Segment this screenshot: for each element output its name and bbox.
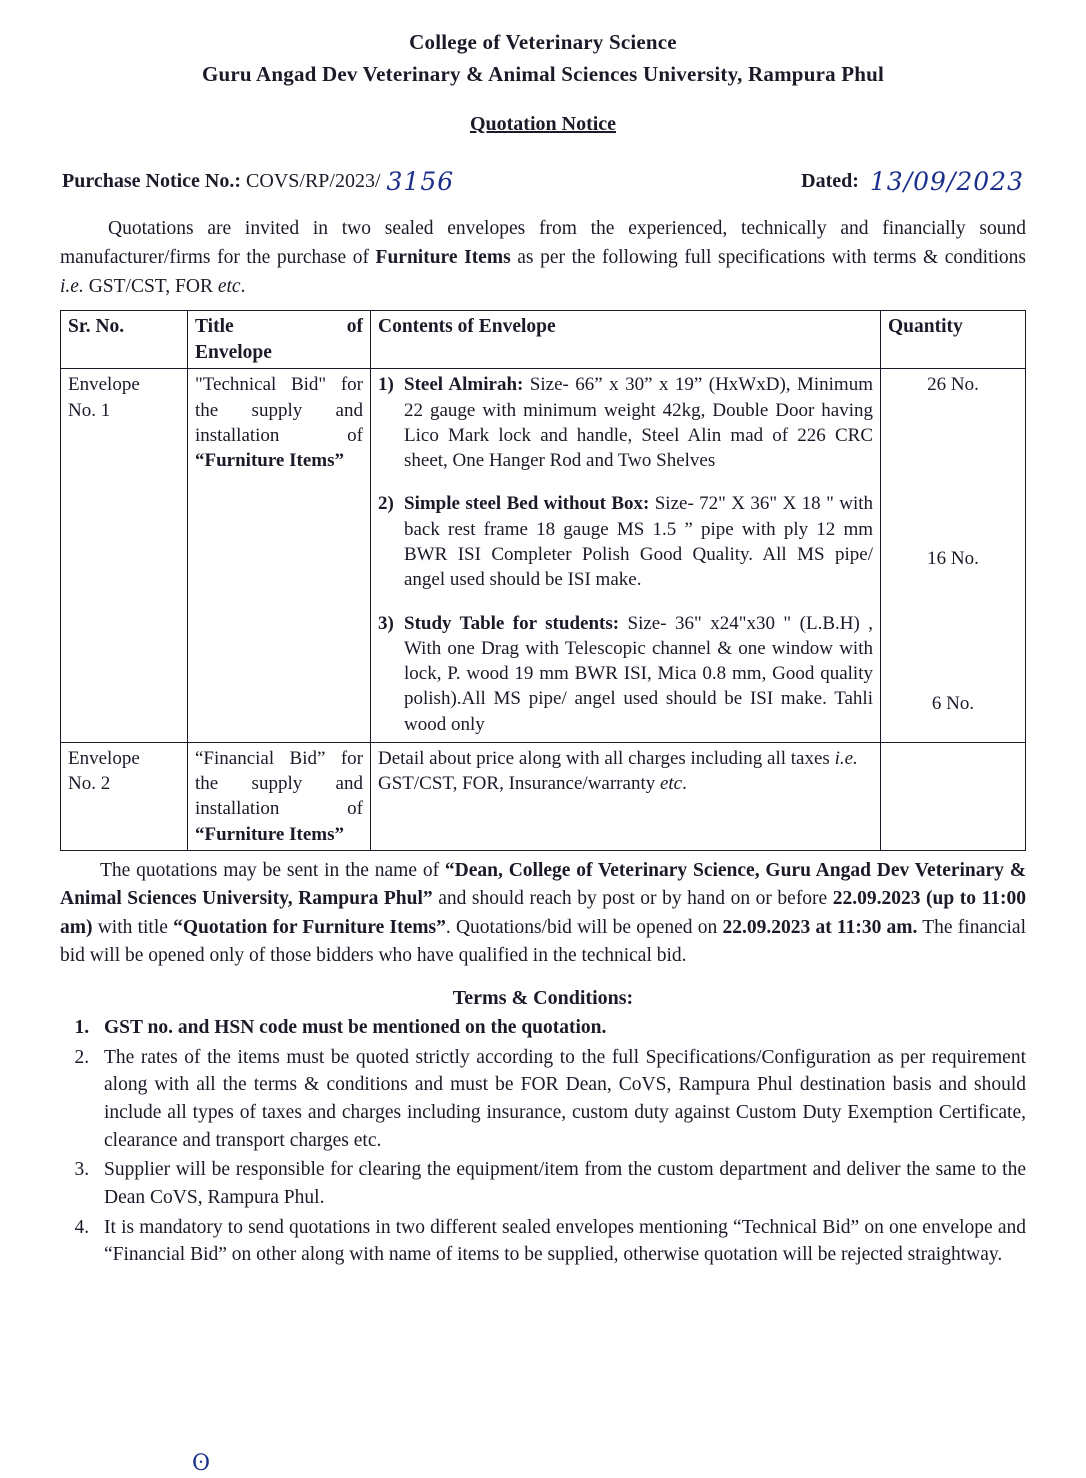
column-header-title-line2: Envelope — [195, 341, 272, 363]
list-item: 3. Supplier will be responsible for clearing the equipment/item from the custom department and deliver the same to the Dean CoVS, Rampura Phul. — [94, 1156, 1026, 1211]
document-header — [0, 30, 1086, 87]
closing-a: The quotations may be sent in the name of — [100, 859, 445, 881]
closing-paragraph — [60, 857, 1026, 971]
item-2-body — [404, 491, 873, 592]
column-header-title-word2: of — [346, 315, 363, 337]
item-3-number: 3) — [378, 612, 394, 634]
purchase-notice-handwritten-number: 3156 — [386, 167, 455, 196]
quantity-gap-1 — [888, 398, 1018, 546]
cell-sr-no-envelope-1: Envelope No. 1 — [61, 369, 188, 742]
envelope-specification-table — [60, 310, 1026, 851]
envelope-2-contents-a: Detail about price along with all charges including all taxes — [378, 747, 835, 769]
notice-meta-row — [62, 164, 1024, 196]
envelope-2-title-quoted: “Financial Bid” — [195, 747, 326, 769]
column-header-quantity: Quantity — [881, 310, 1026, 369]
list-item — [378, 611, 873, 737]
column-header-title-line1 — [195, 314, 363, 340]
column-header-title-of-envelope — [188, 310, 371, 369]
closing-c: with title — [92, 916, 174, 938]
intro-paragraph — [60, 215, 1026, 302]
intro-part-4: . — [240, 275, 246, 297]
dated-label: Dated: — [801, 170, 859, 192]
cell-contents-envelope-1 — [371, 369, 881, 742]
table-header-row — [61, 310, 1026, 369]
envelope-2-contents-b: GST/CST, FOR, Insurance/warranty — [378, 773, 660, 795]
item-gap-2 — [378, 595, 873, 611]
quantity-item-3: 6 No. — [931, 692, 975, 714]
item-1-number: 1) — [378, 374, 394, 396]
column-header-contents: Contents of Envelope — [371, 310, 881, 369]
list-item — [378, 372, 873, 473]
cell-contents-envelope-2 — [371, 742, 881, 850]
purchase-notice-label: Purchase Notice No.: — [62, 170, 242, 192]
closing-d: . Quotations/bid will be opened on — [445, 916, 723, 938]
envelope-2-contents-c: . — [682, 773, 687, 795]
intro-italic-etc: etc — [217, 275, 241, 297]
closing-envelope-title: “Quotation for Furniture Items” — [173, 916, 446, 938]
quantity-gap-2 — [888, 571, 1018, 691]
purchase-notice-number — [62, 164, 455, 196]
envelope-2-contents-italic-etc: etc — [659, 773, 683, 795]
item-3-spec: Size- 36" x24"x30 " (L.B.H) , With one Drag with Telescopic channel & one window with lock, P. wood 19 mm BWR ISI, Mica 0.8 mm, Good quality polish).All MS pipe/ angel used should be ISI make. Tahli wood only — [404, 612, 873, 735]
envelope-1-title-desc: for the supply and installation of — [195, 374, 363, 446]
closing-opening-time: 22.09.2023 at 11:30 am. — [722, 916, 918, 938]
table-row — [61, 742, 1026, 850]
intro-bold-item: Furniture Items — [375, 246, 511, 268]
quantity-item-2: 16 No. — [927, 547, 979, 569]
item-gap-1 — [378, 475, 873, 491]
intro-italic-ie: i.e. — [60, 275, 84, 297]
item-3-body — [404, 611, 873, 737]
terms-heading: Terms & Conditions: — [452, 986, 634, 1009]
item-1-body — [404, 372, 873, 473]
dated-field — [801, 164, 1024, 196]
item-1-spec: Size- 66” x 30” x 19” (HxWxD), Minimum 22 gauge with minimum weight 42kg, Double Door having Lico Mark lock and handle, Steel Alin mad of 226 CRC sheet, One Hanger Rod and Two Shelves — [404, 374, 873, 472]
column-header-title-word1: Title — [195, 315, 234, 337]
table-row — [61, 369, 1026, 742]
closing-b: and should reach by post or by hand on or before — [432, 888, 833, 910]
dated-handwritten-value: 13/09/2023 — [869, 167, 1024, 196]
intro-part-2: as per the following full specifications with terms & conditions — [510, 246, 1026, 268]
envelope-1-title-quoted: "Technical Bid" — [195, 374, 327, 396]
list-item: 2. The rates of the items must be quoted strictly according to the full Specifications/Configuration as per requirement along with all the terms & conditions and must be FOR Dean, CoVS, Rampura Phul destination basis and should include all types of taxes and charges including insurance, custom duty against Custom Duty Exemption Certificate, clearance and transport charges etc. — [94, 1044, 1026, 1155]
page-title: Quotation Notice — [469, 113, 617, 135]
cell-quantity-envelope-2 — [881, 742, 1026, 850]
institution-name: College of Veterinary Science — [409, 30, 677, 54]
document-page — [0, 30, 1086, 1478]
envelope-2-title-bold: “Furniture Items” — [195, 823, 344, 845]
closing-e: The financial bid will be opened only of those bidders who have qualified in the technical bid. — [60, 916, 1027, 967]
envelope-2-title-desc: for the supply and installation of — [195, 747, 363, 820]
envelope-2-contents-italic-ie: i.e. — [834, 747, 858, 769]
purchase-notice-value: COVS/RP/2023/ — [246, 170, 381, 192]
item-1-title: Steel Almirah: — [404, 374, 524, 396]
cell-title-envelope-1 — [188, 369, 371, 742]
item-2-spec: Size- 72" X 36" X 18 " with back rest frame 18 gauge MS 1.5 ” pipe with ply 12 mm BWR ISI Completer Polish Good Quality. All MS pipe/ angel used should be ISI make. — [404, 493, 873, 591]
list-item: 4. It is mandatory to send quotations in two different sealed envelopes mentioning “Technical Bid” on one envelope and “Financial Bid” on other along with name of items to be supplied, otherwise quotation will be rejected straightway. — [94, 1214, 1026, 1269]
closing-deadline: 22.09.2023 (up to 11:00 am) — [60, 888, 1026, 938]
column-header-sr-no: Sr. No. — [61, 310, 188, 369]
list-item: 1. GST no. and HSN code must be mentioned on the quotation. — [94, 1014, 1026, 1042]
intro-part-1: Quotations are invited in two sealed envelopes from the experienced, technically and financially sound manufacturer/firms for the purchase of — [60, 218, 1026, 268]
terms-list — [60, 1014, 1026, 1269]
intro-part-3: GST/CST, FOR — [83, 275, 218, 297]
closing-addressee: “Dean, College of Veterinary Science, Guru Angad Dev Veterinary & Animal Sciences University, Rampura Phul” — [60, 859, 1026, 910]
cell-quantity-envelope-1 — [881, 369, 1026, 742]
handwritten-stray-mark: ʘ — [192, 1451, 211, 1476]
item-2-number: 2) — [378, 493, 394, 515]
item-2-title: Simple steel Bed without Box: — [404, 493, 650, 515]
university-name: Guru Angad Dev Veterinary & Animal Sciences University, Rampura Phul — [201, 62, 885, 86]
cell-sr-no-envelope-2: Envelope No. 2 — [61, 742, 188, 850]
envelope-1-title-bold: “Furniture Items” — [195, 450, 344, 472]
cell-title-envelope-2 — [188, 742, 371, 850]
quantity-item-1: 26 No. — [927, 374, 979, 396]
item-3-title: Study Table for students: — [404, 612, 620, 634]
list-item — [378, 491, 873, 592]
